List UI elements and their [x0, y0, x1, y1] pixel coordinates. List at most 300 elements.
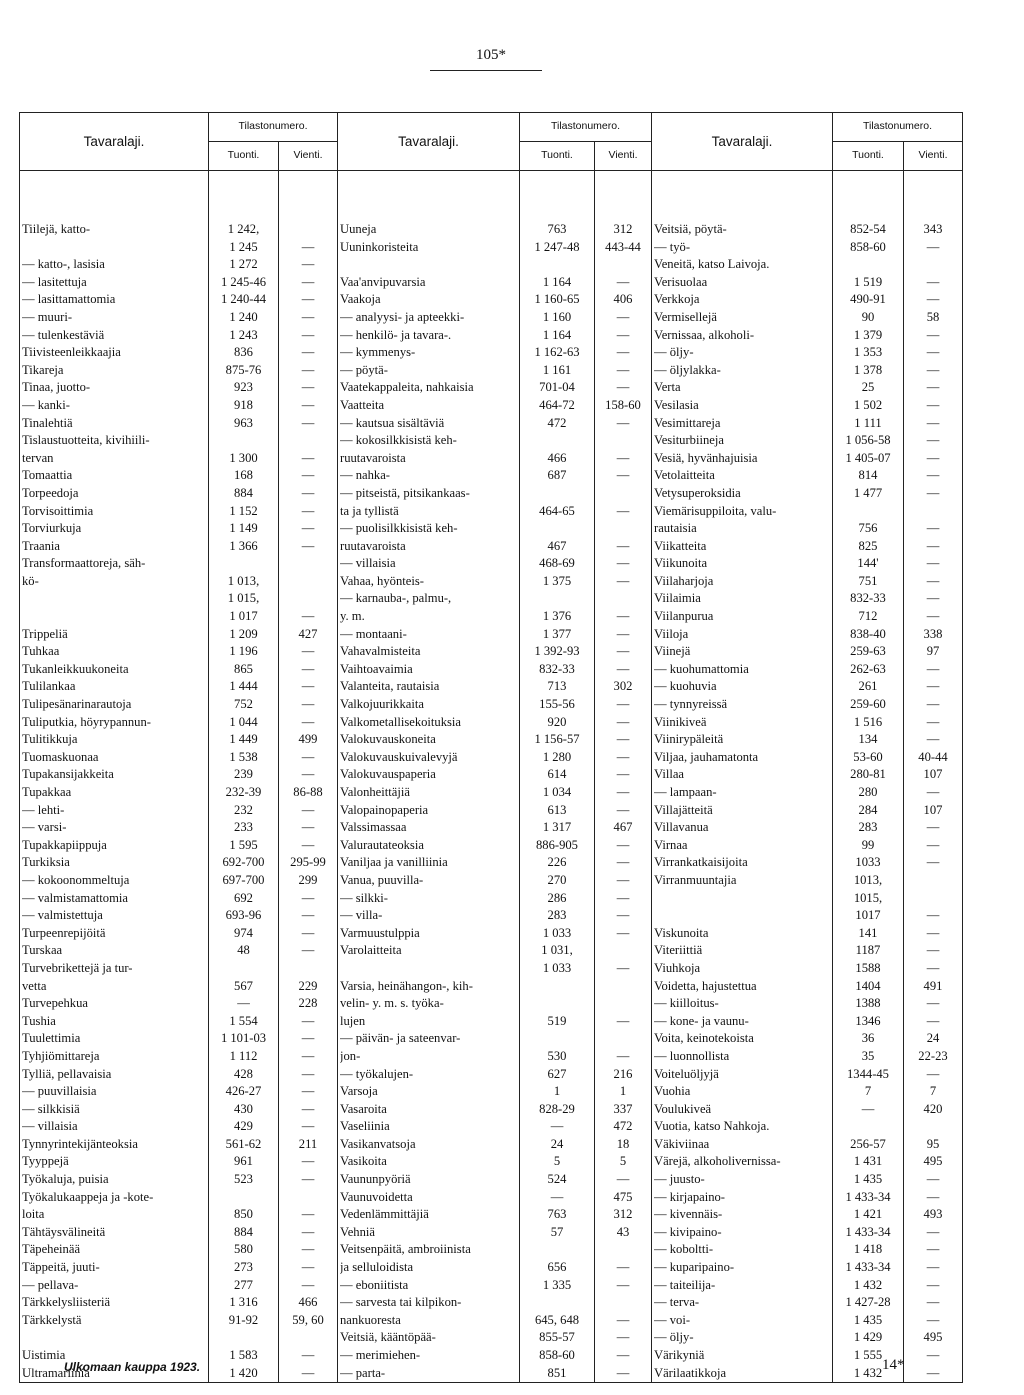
commodity-name: Valopainopaperia [340, 802, 429, 817]
commodity-name-cell [652, 626, 833, 644]
import-number: 1 375 [520, 573, 595, 591]
table-row [20, 837, 963, 855]
import-number: 1 209 [209, 626, 279, 644]
import-number: 1 449 [209, 731, 279, 749]
import-number: 836 [209, 344, 279, 362]
import-number: 614 [520, 766, 595, 784]
export-number [595, 590, 652, 608]
commodity-name: — pellava- [22, 1277, 79, 1292]
commodity-name-cell [338, 485, 520, 503]
commodity-name: Tähtäysvälineitä [22, 1224, 106, 1239]
commodity-name: — kone- ja vaunu- [654, 1013, 749, 1028]
commodity-name-cell [652, 1189, 833, 1207]
commodity-name: Työkalukaappeja ja -kote- [22, 1189, 154, 1204]
table-row [20, 1066, 963, 1084]
export-number [279, 590, 338, 608]
commodity-name: Valokuvauskuivalevyjä [340, 749, 458, 764]
commodity-name: kö- [22, 573, 39, 588]
commodity-name-cell [652, 1206, 833, 1224]
import-number [833, 1118, 904, 1136]
export-number: 158-60 [595, 397, 652, 415]
export-number: — [595, 608, 652, 626]
export-number: — [279, 819, 338, 837]
commodity-name: Transformaattoreja, säh- [22, 556, 146, 571]
export-number [595, 1030, 652, 1048]
export-number: — [904, 1066, 963, 1084]
commodity-name-cell [338, 1118, 520, 1136]
table-row [20, 1136, 963, 1154]
commodity-name-cell [20, 1101, 209, 1119]
table-body [20, 171, 963, 1383]
import-number: 144' [833, 555, 904, 573]
import-number: 1 149 [209, 520, 279, 538]
import-number: 961 [209, 1153, 279, 1171]
table-row [20, 415, 963, 433]
table-row [20, 1030, 963, 1048]
commodity-name: — villaisia [340, 556, 396, 571]
commodity-name: Verkkoja [654, 292, 700, 307]
commodity-name-cell [20, 520, 209, 538]
table-row [20, 696, 963, 714]
export-number: — [904, 397, 963, 415]
export-number: 299 [279, 872, 338, 890]
commodity-name-cell [652, 1329, 833, 1347]
import-number: 1 335 [520, 1277, 595, 1295]
import-number [209, 1329, 279, 1347]
export-number: — [279, 1066, 338, 1084]
table-row [20, 802, 963, 820]
import-number: 828-29 [520, 1101, 595, 1119]
commodity-name-cell [652, 450, 833, 468]
import-number: 233 [209, 819, 279, 837]
table-row [20, 890, 963, 908]
table-row [20, 1294, 963, 1312]
export-number: — [279, 907, 338, 925]
commodity-name: Varsia, heinähangon-, kih- [340, 978, 473, 993]
export-number: 472 [595, 1118, 652, 1136]
import-number: 920 [520, 714, 595, 732]
import-number [209, 1189, 279, 1207]
commodity-name: — työkalujen- [340, 1066, 414, 1081]
commodity-name: Tulilankaa [22, 679, 76, 694]
commodity-name: Valkojuurikkaita [340, 697, 424, 712]
import-number: 1 243 [209, 327, 279, 345]
commodity-name: Traania [22, 538, 61, 553]
import-number: 1 595 [209, 837, 279, 855]
import-number [209, 555, 279, 573]
commodity-name: Ultramariinia [22, 1365, 90, 1380]
import-number: 1 418 [833, 1241, 904, 1259]
import-number: 1 152 [209, 503, 279, 521]
export-number: 420 [904, 1101, 963, 1119]
commodity-name-cell [338, 239, 520, 257]
commodity-name-cell [652, 731, 833, 749]
import-number: — [209, 995, 279, 1013]
commodity-name-cell [20, 837, 209, 855]
commodity-name: — kuohuvia [654, 679, 717, 694]
import-number: 1 429 [833, 1329, 904, 1347]
export-number: — [904, 907, 963, 925]
commodity-name: Viinejä [654, 644, 691, 659]
commodity-name: Viljaa, jauhamatonta [654, 749, 759, 764]
import-number: — [833, 1101, 904, 1119]
import-number: 613 [520, 802, 595, 820]
export-number: 5 [595, 1153, 652, 1171]
import-number: 1 242, [209, 221, 279, 239]
commodity-name-cell [652, 1312, 833, 1330]
export-number: 337 [595, 1101, 652, 1119]
export-number: — [279, 890, 338, 908]
import-number: 1 554 [209, 1013, 279, 1031]
export-number [279, 1329, 338, 1347]
table-row [20, 291, 963, 309]
commodity-name: — öljylakka- [654, 362, 721, 377]
export-number: 228 [279, 995, 338, 1013]
commodity-name: Vaunuvoidetta [340, 1189, 413, 1204]
commodity-name-cell [652, 485, 833, 503]
table-row [20, 1312, 963, 1330]
commodity-name-cell [20, 696, 209, 714]
import-number: 884 [209, 485, 279, 503]
commodity-name-cell [20, 573, 209, 591]
header-rule [430, 70, 542, 71]
import-number: 1 044 [209, 714, 279, 732]
commodity-name: — eboniitista [340, 1277, 409, 1292]
commodity-name-cell [20, 802, 209, 820]
commodity-name-cell [652, 1066, 833, 1084]
import-number: 1033 [833, 854, 904, 872]
import-number: 1 101-03 [209, 1030, 279, 1048]
commodity-name-cell [652, 309, 833, 327]
commodity-name-cell [20, 1083, 209, 1101]
export-number: — [595, 837, 652, 855]
table-row [20, 608, 963, 626]
commodity-name-cell [338, 1241, 520, 1259]
commodity-name: Valonheittäjiä [340, 785, 410, 799]
table-row [20, 626, 963, 644]
table-row [20, 1118, 963, 1136]
export-number: — [595, 573, 652, 591]
import-number: 1015, [833, 890, 904, 908]
import-number: 1 272 [209, 256, 279, 274]
export-number: — [279, 485, 338, 503]
export-number: 475 [595, 1189, 652, 1207]
import-number: — [520, 1118, 595, 1136]
import-number: 561-62 [209, 1136, 279, 1154]
import-number: 1 033 [520, 960, 595, 978]
commodity-name-cell [652, 925, 833, 943]
commodity-name: Tukanleikkuukoneita [22, 661, 129, 676]
table-row [20, 432, 963, 450]
commodity-name-cell [652, 555, 833, 573]
table-row [20, 960, 963, 978]
commodity-name-cell [652, 397, 833, 415]
commodity-name-cell [338, 573, 520, 591]
export-number: — [904, 731, 963, 749]
commodity-name: Torpeedoja [22, 485, 79, 500]
commodity-name-cell [338, 854, 520, 872]
import-number: 963 [209, 415, 279, 433]
commodity-name-cell [338, 1171, 520, 1189]
import-number: 226 [520, 854, 595, 872]
import-number: 1 300 [209, 450, 279, 468]
export-number: — [279, 379, 338, 397]
commodity-name: Valssimassaa [340, 820, 407, 835]
import-number: 284 [833, 802, 904, 820]
commodity-name: — sarvesta tai kilpikon- [340, 1295, 462, 1310]
commodity-name-cell [20, 1153, 209, 1171]
commodity-name-cell [20, 907, 209, 925]
import-number: 763 [520, 1206, 595, 1224]
commodity-name: jon- [340, 1048, 361, 1063]
export-number: — [595, 467, 652, 485]
export-number: — [595, 731, 652, 749]
import-number: 1 031, [520, 942, 595, 960]
column-header-tilastonumero: Tilastonumero. [520, 113, 652, 142]
import-number: 90 [833, 309, 904, 327]
commodity-name: Tiilejä, katto- [22, 222, 91, 236]
export-number: — [279, 520, 338, 538]
export-number: — [279, 608, 338, 626]
import-number: 567 [209, 978, 279, 996]
import-number: 468-69 [520, 555, 595, 573]
table-row [20, 1101, 963, 1119]
commodity-name: — silkki- [340, 890, 388, 905]
commodity-name: Turskaa [22, 943, 63, 958]
commodity-name: Vehniä [340, 1224, 375, 1239]
commodity-name-cell [338, 802, 520, 820]
import-number: 1588 [833, 960, 904, 978]
commodity-name: ruutavaroista [340, 538, 406, 553]
commodity-name-cell [338, 379, 520, 397]
commodity-name: Voidetta, hajustettua [654, 978, 757, 993]
import-number: 464-72 [520, 397, 595, 415]
commodity-name-cell [20, 1136, 209, 1154]
export-number: — [279, 327, 338, 345]
export-number: — [904, 1241, 963, 1259]
import-number: 523 [209, 1171, 279, 1189]
table-row [20, 714, 963, 732]
commodity-name-cell [652, 907, 833, 925]
commodity-name: — puuvillaisia [22, 1084, 97, 1099]
commodity-name: — öljy- [654, 345, 694, 360]
commodity-name: — terva- [654, 1295, 700, 1310]
table-row [20, 327, 963, 345]
commodity-name: — pitseistä, pitsikankaas- [340, 485, 470, 500]
commodity-name: Viskunoita [654, 925, 709, 940]
import-number: 858-60 [833, 239, 904, 257]
commodity-name: velin- y. m. s. työka- [340, 996, 444, 1011]
export-number: — [279, 714, 338, 732]
import-number: 1 379 [833, 327, 904, 345]
export-number: — [279, 291, 338, 309]
export-number: 7 [904, 1083, 963, 1101]
table-row [20, 643, 963, 661]
commodity-name: — kokoonommeltuja [22, 872, 130, 887]
export-number: — [595, 1013, 652, 1031]
table-row [20, 731, 963, 749]
commodity-name: Vaihtoavaimia [340, 661, 413, 676]
commodity-name-cell [338, 960, 520, 978]
import-number: 1 316 [209, 1294, 279, 1312]
commodity-name-cell [338, 520, 520, 538]
commodity-name-cell [652, 1259, 833, 1277]
commodity-name: Viilaharjoja [654, 573, 714, 588]
commodity-name-cell [20, 503, 209, 521]
export-number: — [595, 555, 652, 573]
commodity-name-cell [338, 1277, 520, 1295]
commodity-name-cell [338, 1329, 520, 1347]
import-number: 1 435 [833, 1171, 904, 1189]
export-number: — [595, 538, 652, 556]
export-number: — [595, 696, 652, 714]
commodity-name-cell [338, 837, 520, 855]
export-number: — [279, 942, 338, 960]
export-number: 443-44 [595, 239, 652, 257]
commodity-name: Valkometallisekoituksia [340, 714, 462, 729]
commodity-name-cell [338, 538, 520, 556]
table-row [20, 503, 963, 521]
commodity-name: — henkilö- ja tavara-. [340, 327, 452, 342]
import-number: 1 196 [209, 643, 279, 661]
export-number [904, 890, 963, 908]
import-number: 1 156-57 [520, 731, 595, 749]
table-row [20, 1224, 963, 1242]
import-number [209, 432, 279, 450]
commodity-name: Tikareja [22, 362, 64, 377]
commodity-name-cell [652, 344, 833, 362]
export-number: — [279, 1118, 338, 1136]
commodity-name: Valanteita, rautaisia [340, 679, 440, 694]
export-number: — [595, 749, 652, 767]
commodity-name-cell [338, 907, 520, 925]
export-number [904, 256, 963, 274]
import-number: 1 376 [520, 608, 595, 626]
import-number: 1 245-46 [209, 274, 279, 292]
export-number: — [279, 309, 338, 327]
export-number: — [595, 415, 652, 433]
commodity-name: Tupakansijakkeita [22, 767, 114, 782]
table-row [20, 678, 963, 696]
commodity-name-cell [20, 872, 209, 890]
import-number: 530 [520, 1048, 595, 1066]
import-number [520, 978, 595, 996]
import-number: 472 [520, 415, 595, 433]
commodity-name-cell [652, 819, 833, 837]
commodity-name: Villaa [654, 767, 685, 782]
commodity-name-cell [652, 714, 833, 732]
import-number: 1 433-34 [833, 1224, 904, 1242]
commodity-name-cell [20, 960, 209, 978]
import-number: 57 [520, 1224, 595, 1242]
commodity-name: Vaununpyöriä [340, 1172, 411, 1187]
commodity-name: Viemärisuppiloita, valu- [654, 503, 777, 518]
commodity-name: Veitsiä, pöytä- [654, 222, 727, 236]
commodity-name-cell [652, 291, 833, 309]
commodity-name-cell [652, 608, 833, 626]
commodity-name-cell [652, 1294, 833, 1312]
export-number: — [279, 1101, 338, 1119]
export-number: — [904, 239, 963, 257]
commodity-name-cell [652, 1136, 833, 1154]
export-number [279, 221, 338, 239]
column-header-tuonti: Tuonti. [209, 142, 279, 171]
commodity-name: vetta [22, 978, 47, 993]
export-number: — [595, 960, 652, 978]
export-number [595, 432, 652, 450]
commodity-name: Tuliputkia, höyrypannun- [22, 714, 151, 729]
commodity-name: — karnauba-, palmu-, [340, 591, 452, 606]
commodity-name: — valmistettuja [22, 908, 103, 923]
commodity-name: — lehti- [22, 802, 65, 817]
commodity-name-cell [20, 1312, 209, 1330]
import-number: 91-92 [209, 1312, 279, 1330]
export-number: — [279, 749, 338, 767]
commodity-name-cell [652, 1030, 833, 1048]
commodity-name-cell [20, 608, 209, 626]
export-number [595, 1241, 652, 1259]
commodity-name-cell [338, 1189, 520, 1207]
export-number: — [279, 1347, 338, 1365]
table-row [20, 1083, 963, 1101]
commodity-name: Vetysuperoksidia [654, 485, 741, 500]
export-number: 58 [904, 309, 963, 327]
import-number: 1 432 [833, 1277, 904, 1295]
commodity-name: Varmuustulppia [340, 925, 420, 940]
commodity-name: Vaniljaa ja vanilliinia [340, 855, 448, 870]
import-number: 53-60 [833, 749, 904, 767]
import-number: 692-700 [209, 854, 279, 872]
import-number: 1 516 [833, 714, 904, 732]
import-number: 656 [520, 1259, 595, 1277]
commodity-name-cell [338, 1136, 520, 1154]
export-number: — [904, 608, 963, 626]
export-number: 427 [279, 626, 338, 644]
table-row [20, 925, 963, 943]
commodity-name: — juusto- [654, 1172, 705, 1187]
commodity-name-cell [338, 344, 520, 362]
export-number: — [904, 485, 963, 503]
commodity-name-cell [338, 1066, 520, 1084]
import-number: 426-27 [209, 1083, 279, 1101]
commodity-name-cell [20, 626, 209, 644]
import-number: 1 160-65 [520, 291, 595, 309]
import-number: 464-65 [520, 503, 595, 521]
import-number: 832-33 [833, 590, 904, 608]
import-number: 232-39 [209, 784, 279, 802]
export-number: — [904, 1224, 963, 1242]
commodity-table [19, 112, 963, 1383]
export-number: — [595, 1365, 652, 1383]
commodity-name-cell [338, 819, 520, 837]
commodity-name: Valokuvauskoneita [340, 732, 436, 747]
commodity-name: Vasikoita [340, 1154, 387, 1169]
import-number: 430 [209, 1101, 279, 1119]
commodity-name: y. m. [340, 609, 365, 624]
commodity-name: Vermisellejä [654, 309, 717, 324]
commodity-name: — lampaan- [654, 785, 717, 799]
commodity-name-cell [652, 872, 833, 890]
export-number: — [279, 837, 338, 855]
commodity-name-cell [20, 1206, 209, 1224]
commodity-name: — montaani- [340, 626, 407, 641]
commodity-name: Turvepehkua [22, 996, 88, 1011]
export-number: — [279, 696, 338, 714]
commodity-name: — lasitettuja [22, 274, 87, 289]
commodity-name: Vesiturbiineja [654, 433, 724, 448]
commodity-name: Vedenlämmittäjiä [340, 1207, 429, 1222]
table-row [20, 467, 963, 485]
